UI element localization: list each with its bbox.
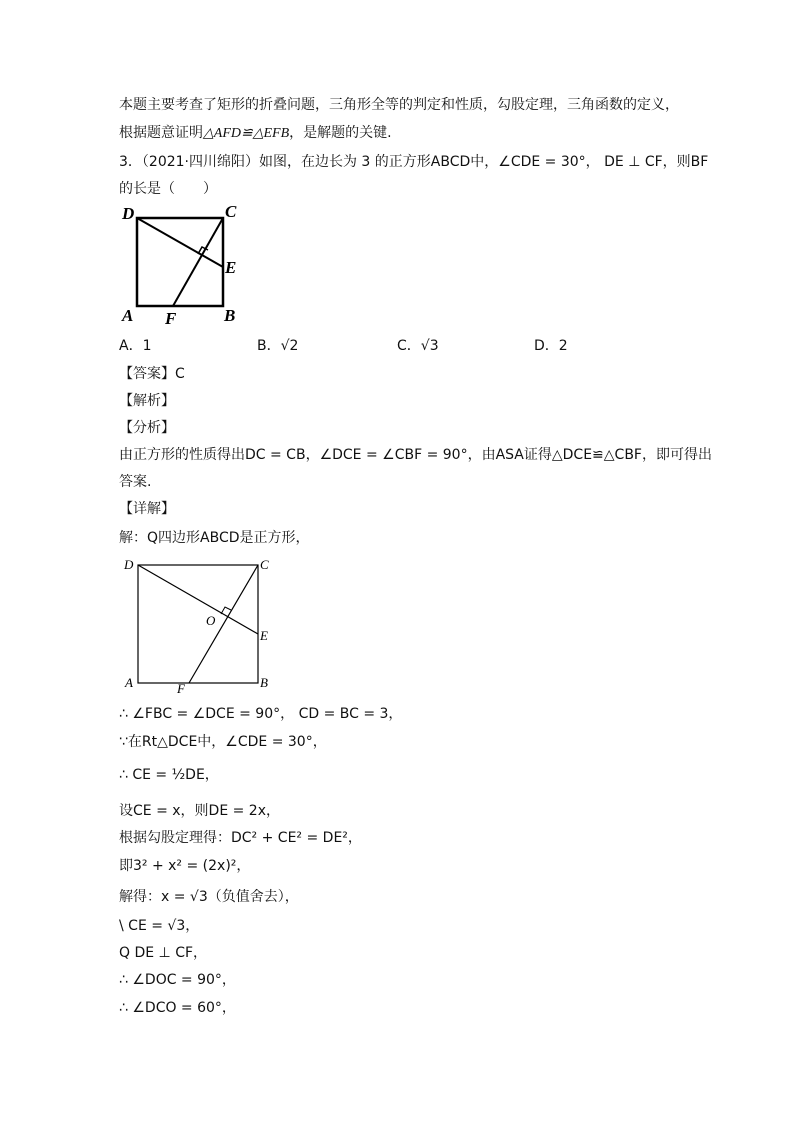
fig1-label-A: A [122,306,134,325]
fig2-label-E: E [260,628,268,643]
fenxi-line-2: 答案. [119,474,152,490]
fig2-label-A: A [125,675,133,690]
figure-2-square [117,555,287,698]
fig2-segment-CF [189,565,258,683]
step-9: Q DE ⊥ CF， [119,945,208,961]
step-3: ∴ CE = ½DE， [119,767,219,783]
fig1-label-B: B [224,306,236,325]
option-a: A．1 [119,338,152,354]
step-4: 设CE = x，则DE = 2x， [119,803,280,819]
step-10: ∴ ∠DOC = 90°， [119,972,236,988]
step-2: ∵在Rt△DCE中，∠CDE = 30°， [119,734,327,750]
intro-line-2-math: △AFD≌△EFB [203,126,290,141]
detail-header: 【详解】 [119,501,175,517]
figure-1-square [117,200,257,325]
option-b: B．√2 [257,338,299,354]
analysis-header: 【解析】 [119,393,175,409]
fenxi-header: 【分析】 [119,420,175,436]
fig2-label-O: O [206,613,216,628]
fig1-label-E: E [225,258,237,277]
step-1: ∴ ∠FBC = ∠DCE = 90°， CD = BC = 3， [119,706,403,722]
option-c: C．√3 [397,338,439,354]
step-5: 根据勾股定理得：DC² + CE² = DE²， [119,830,362,846]
intro-line-2 [119,124,392,143]
fig2-label-F: F [177,681,185,696]
fig2-label-C: C [260,557,269,572]
question-line-1: 3．（2021·四川绵阳）如图，在边长为 3 的正方形ABCD中，∠CDE = 30°， DE ⊥ CF，则BF [119,154,709,170]
solution-intro: 解：Q四边形ABCD是正方形， [119,530,310,546]
fig2-segment-DE [138,565,258,634]
question-line-2: 的长是（ ） [119,181,217,197]
fenxi-line-1: 由正方形的性质得出DC = CB，∠DCE = ∠CBF = 90°，由ASA证得△DCE≌△CBF，即可得出 [119,447,712,463]
step-7: 解得：x = √3（负值舍去）， [119,889,299,905]
intro-line-1: 本题主要考查了矩形的折叠问题，三角形全等的判定和性质，勾股定理，三角函数的定义， [119,97,679,113]
step-6: 即3² + x² = (2x)²， [119,858,251,874]
intro-line-2-prefix: 根据题意证明 [119,125,203,141]
fig2-label-B: B [260,675,268,690]
intro-line-2-suffix: ，是解题的关键. [289,125,392,141]
step-11: ∴ ∠DCO = 60°， [119,1000,236,1016]
fig1-label-F: F [165,309,177,325]
option-d: D．2 [534,338,568,354]
fig2-label-D: D [124,557,134,572]
fig1-label-C: C [225,202,237,221]
answer-label: 【答案】C [119,366,185,382]
fig1-label-D: D [122,204,135,223]
step-8: \ CE = √3， [119,918,200,934]
